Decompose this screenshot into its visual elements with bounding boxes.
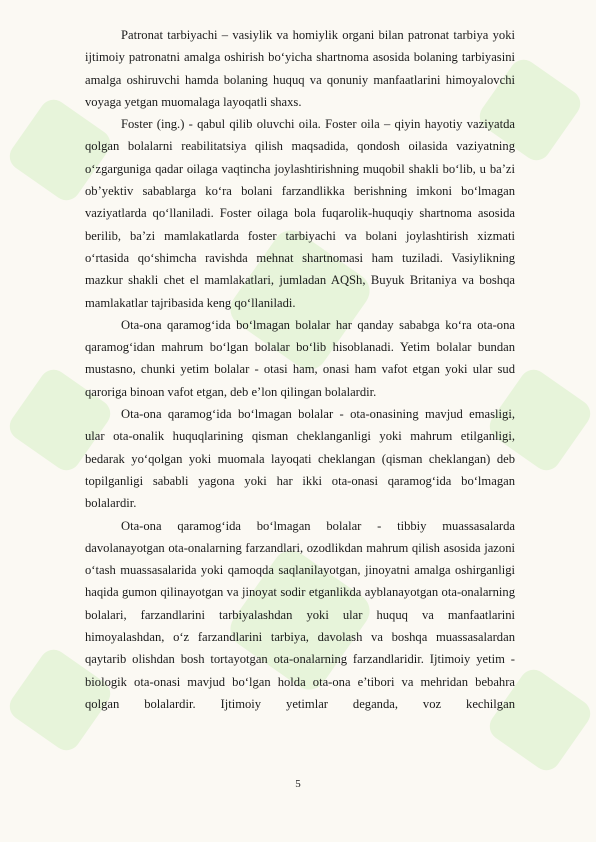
page-number: 5 [295,778,301,790]
document-body [85,24,515,715]
paragraph-ota-ona-qaramogida-2: Ota-ona qaramog‘ida bo‘lmagan bolalar - ota-onasining mavjud emasligi, ular ota-onalik huquqlarining qisman cheklanganligi yoki mahrum etilganligi, bedarak yo‘qolgan yoki muomala layoqati cheklangan (qisman cheklangan) deb topilganligi sababli yagona yoki har ikki ota-onasi qaramog‘ida bo‘lmagan bolalardir. [85,407,515,511]
paragraph-foster: Foster (ing.) - qabul qilib oluvchi oila. Foster oila – qiyin hayotiy vaziyatda qolgan bolalarni reabilitatsiya qilish maqsadida, qondosh oilasida vaziyatning o‘zgarguniga qadar oilaga vaqtincha joylashtirishning muqobil shakli bo‘lib, u ba’zi ob’yektiv sabablarga ko‘ra bolani farzandlikka berishning imkoni bo‘lmagan vaziyatlarda qo‘llaniladi. Foster oilaga bola fuqarolik-huquqiy shartnoma asosida berilib, ba’zi mamlakatlarda foster tarbiyachi va bolani joylashtirish xizmati o‘rtasida qo‘shimcha ravishda mehnat shartnomasi ham tuziladi. Vasiylikning mazkur shakli chet el mamlakatlari, jumladan AQSh, Buyuk Britaniya va boshqa mamlakatlar tajribasida keng qo‘llaniladi. [85,117,515,310]
paragraph-ota-ona-qaramogida-1: Ota-ona qaramog‘ida bo‘lmagan bolalar har qanday sababga ko‘ra ota-ona qaramog‘idan mahrum bo‘lgan bolalar bo‘lib hisoblanadi. Yetim bolalar bundan mustasno, chunki yetim bolalar - otasi ham, onasi ham vafot etgan yoki ular sud qaroriga binoan vafot etgan, deb e’lon qilingan bolalardir. [85,317,515,399]
paragraph-patronat-tarbiyachi: Patronat tarbiyachi – vasiylik va homiylik organi bilan patronat tarbiya yoki ijtimoiy patronatni amalga oshirish bo‘yicha shartnoma asosida bolaning tarbiyasini amalga oshiruvchi hamda bolaning huquq va qonuniy manfaatlarini himoyalovchi voyaga yetgan muomalaga layoqatli shaxs. [85,28,515,109]
paragraph-ota-ona-qaramogida-3: Ota-ona qaramog‘ida bo‘lmagan bolalar - tibbiy muassasalarda davolanayotgan ota-onalarning farzandlari, ozodlikdan mahrum qilish asosida jazoni o‘tash muassasalarida yoki qamoqda saqlanilayotgan, jinoyatni amalga oshirganligi haqida gumon qilinayotgan va jinoyat sodir etganlikda ayblanayotgan ota-onalarning bolalari, farzandlarini tarbiyalashdan yoki ular huquq va manfaatlarini himoyalashdan, o‘z farzandlarini tarbiya, davolash va boshqa muassasalardan qaytarib olishdan bosh tortayotgan ota-onalarning farzandlaridir. Ijtimoiy yetim - biologik ota-onasi mavjud bo‘lgan holda ota-ona e’tibori va mehridan bebahra qolgan bolalardir. Ijtimoiy yetimlar deganda, voz kechilgan [85,518,515,711]
